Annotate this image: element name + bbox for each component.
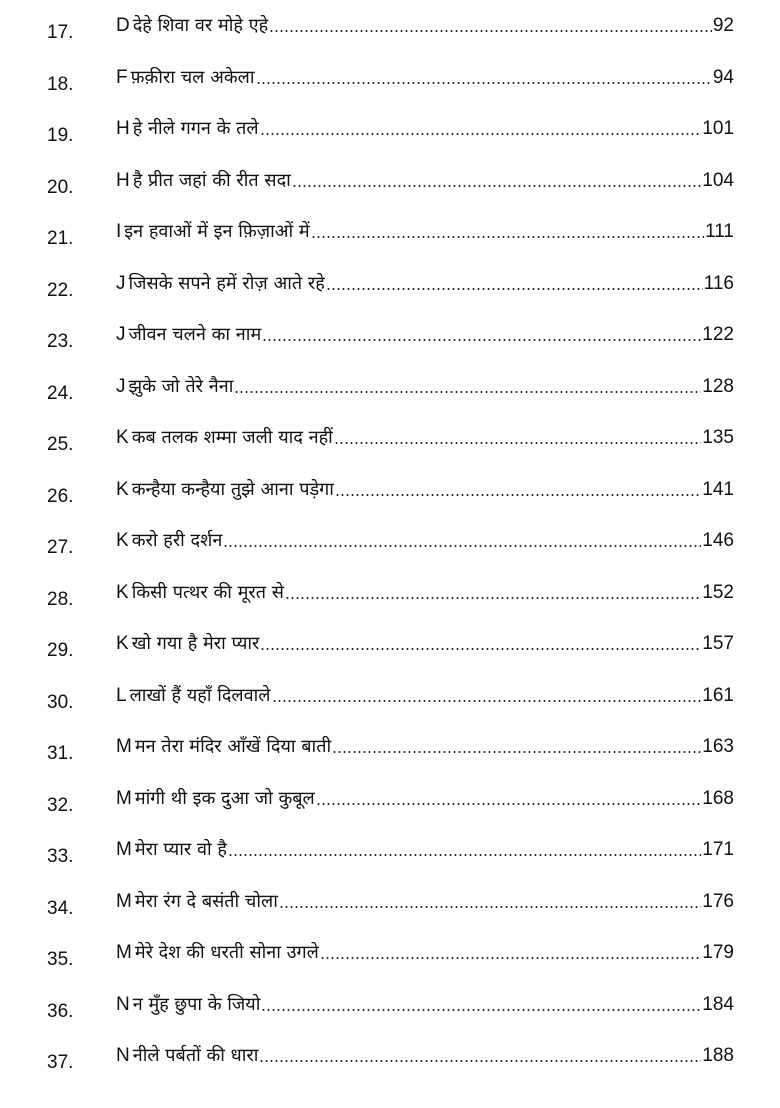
- dot-leader: [285, 597, 701, 599]
- toc-entry: [0, 160, 780, 212]
- entry-letter: N: [116, 993, 130, 1015]
- entry-letter: J: [116, 324, 126, 345]
- entry-page-number: 141: [702, 478, 734, 500]
- entry-page-number: 157: [702, 633, 734, 654]
- dot-leader: [279, 906, 701, 908]
- entry-title: न मुँह छुपा के जियो: [132, 993, 261, 1015]
- entry-line: [116, 65, 734, 89]
- entry-page-number: 92: [712, 15, 734, 36]
- entry-title: देहे शिवा वर मोहे एहे: [132, 15, 269, 36]
- toc-entry: [0, 520, 780, 572]
- entry-page-number: 111: [705, 221, 734, 242]
- entry-line: [116, 425, 734, 449]
- dot-leader: [259, 1060, 701, 1062]
- entry-letter: K: [116, 633, 129, 654]
- entry-number: 26.: [47, 485, 74, 507]
- entry-page-number: 122: [702, 324, 734, 345]
- toc-entry: [0, 469, 780, 521]
- dot-leader: [269, 30, 712, 32]
- dot-leader: [326, 288, 703, 290]
- dot-leader: [260, 648, 701, 650]
- entry-line: [116, 322, 734, 346]
- dot-leader: [256, 82, 712, 84]
- entry-letter: H: [116, 118, 130, 139]
- entry-letter: K: [116, 478, 129, 500]
- entry-page-number: 168: [702, 787, 734, 809]
- entry-letter: K: [116, 530, 129, 551]
- toc-entry: [0, 984, 780, 1036]
- entry-title: इन हवाओं में इन फ़िज़ाओं में: [124, 221, 310, 242]
- entry-line: [116, 116, 734, 140]
- entry-number: 31.: [47, 743, 74, 764]
- table-of-contents: [0, 5, 780, 1087]
- toc-entry: [0, 932, 780, 984]
- entry-title: खो गया है मेरा प्यार: [131, 633, 260, 654]
- entry-page-number: 116: [703, 272, 734, 294]
- entry-line: [116, 992, 734, 1016]
- entry-number: 19.: [47, 125, 74, 146]
- entry-page-number: 146: [702, 530, 734, 551]
- entry-number: 29.: [47, 640, 74, 661]
- entry-title: जीवन चलने का नाम: [128, 324, 262, 345]
- entry-page-number: 163: [702, 736, 734, 757]
- entry-title: कन्हैया कन्हैया तुझे आना पड़ेगा: [131, 478, 334, 500]
- entry-letter: M: [116, 890, 132, 912]
- entry-letter: I: [116, 221, 122, 242]
- entry-title: मन तेरा मंदिर आँखें दिया बाती: [134, 736, 332, 757]
- entry-page-number: 179: [702, 942, 734, 963]
- entry-title: कब तलक शम्मा जली याद नहीं: [131, 427, 333, 448]
- entry-letter: J: [116, 272, 126, 294]
- entry-line: [116, 1043, 734, 1067]
- entry-line: [116, 786, 734, 810]
- entry-page-number: 104: [702, 169, 734, 191]
- toc-entry: [0, 829, 780, 881]
- toc-entry: [0, 726, 780, 778]
- toc-entry: [0, 263, 780, 315]
- entry-number: 36.: [47, 1000, 74, 1022]
- toc-entry: [0, 881, 780, 933]
- entry-number: 37.: [47, 1052, 74, 1073]
- dot-leader: [311, 236, 704, 238]
- entry-number: 33.: [47, 846, 74, 867]
- dot-leader: [261, 1009, 701, 1011]
- entry-number: 21.: [47, 228, 74, 249]
- entry-number: 34.: [47, 897, 74, 919]
- entry-letter: H: [116, 169, 130, 191]
- toc-entry: [0, 778, 780, 830]
- entry-line: [116, 734, 734, 758]
- entry-line: [116, 528, 734, 552]
- toc-entry: [0, 417, 780, 469]
- entry-title: हे नीले गगन के तले: [132, 118, 259, 139]
- entry-line: [116, 683, 734, 707]
- entry-title: है प्रीत जहां की रीत सदा: [132, 169, 291, 191]
- entry-line: [116, 580, 734, 604]
- entry-page-number: 188: [702, 1045, 734, 1066]
- dot-leader: [234, 391, 701, 393]
- entry-number: 24.: [47, 382, 74, 404]
- entry-letter: M: [116, 736, 132, 757]
- entry-page-number: 161: [702, 684, 734, 706]
- entry-letter: D: [116, 15, 130, 36]
- entry-number: 20.: [47, 176, 74, 198]
- dot-leader: [260, 133, 702, 135]
- entry-number: 35.: [47, 949, 74, 970]
- entry-number: 22.: [47, 279, 74, 301]
- dot-leader: [223, 545, 701, 547]
- entry-number: 28.: [47, 588, 74, 610]
- toc-entry: [0, 623, 780, 675]
- toc-entry: [0, 314, 780, 366]
- entry-page-number: 176: [702, 890, 734, 912]
- entry-letter: F: [116, 66, 128, 88]
- dot-leader: [272, 700, 702, 702]
- toc-entry: [0, 108, 780, 160]
- entry-page-number: 152: [702, 581, 734, 603]
- entry-page-number: 184: [702, 993, 734, 1015]
- entry-letter: M: [116, 787, 132, 809]
- entry-line: [116, 631, 734, 655]
- dot-leader: [292, 185, 701, 187]
- entry-line: [116, 477, 734, 501]
- entry-title: करो हरी दर्शन: [131, 530, 223, 551]
- entry-title: मेरा प्यार वो है: [134, 839, 227, 860]
- entry-letter: J: [116, 375, 126, 397]
- entry-number: 32.: [47, 794, 74, 816]
- entry-page-number: 171: [702, 839, 734, 860]
- entry-line: [116, 940, 734, 964]
- entry-line: [116, 889, 734, 913]
- entry-title: जिसके सपने हमें रोज़ आते रहे: [128, 272, 325, 294]
- entry-line: [116, 271, 734, 295]
- entry-title: नीले पर्बतों की धारा: [132, 1045, 259, 1066]
- entry-letter: K: [116, 581, 129, 603]
- entry-title: मेरे देश की धरती सोना उगले: [134, 942, 319, 963]
- entry-page-number: 128: [702, 375, 734, 397]
- toc-entry: [0, 57, 780, 109]
- entry-letter: M: [116, 942, 132, 963]
- dot-leader: [262, 339, 701, 341]
- entry-line: [116, 168, 734, 192]
- entry-title: मेरा रंग दे बसंती चोला: [134, 890, 278, 912]
- toc-entry: [0, 572, 780, 624]
- entry-page-number: 94: [712, 66, 734, 88]
- entry-line: [116, 374, 734, 398]
- entry-letter: N: [116, 1045, 130, 1066]
- dot-leader: [316, 803, 702, 805]
- entry-number: 25.: [47, 434, 74, 455]
- entry-letter: K: [116, 427, 129, 448]
- entry-letter: L: [116, 684, 127, 706]
- dot-leader: [332, 751, 701, 753]
- entry-number: 30.: [47, 691, 74, 713]
- toc-entry: [0, 211, 780, 263]
- entry-page-number: 135: [702, 427, 734, 448]
- entry-page-number: 101: [702, 118, 734, 139]
- entry-title: मांगी थी इक दुआ जो कुबूल: [134, 787, 315, 809]
- dot-leader: [228, 854, 701, 856]
- entry-title: फ़क़ीरा चल अकेला: [130, 66, 255, 88]
- entry-number: 27.: [47, 537, 74, 558]
- dot-leader: [335, 494, 701, 496]
- entry-number: 17.: [47, 22, 74, 43]
- entry-number: 18.: [47, 73, 74, 95]
- toc-entry: [0, 366, 780, 418]
- entry-letter: M: [116, 839, 132, 860]
- entry-title: लाखों हैं यहाँ दिलवाले: [129, 684, 271, 706]
- entry-title: झुके जो तेरे नैना: [128, 375, 234, 397]
- toc-entry: [0, 1035, 780, 1087]
- toc-entry: [0, 5, 780, 57]
- entry-line: [116, 219, 734, 243]
- entry-line: [116, 837, 734, 861]
- dot-leader: [320, 957, 701, 959]
- entry-line: [116, 13, 734, 37]
- toc-entry: [0, 675, 780, 727]
- entry-number: 23.: [47, 331, 74, 352]
- dot-leader: [334, 442, 701, 444]
- entry-title: किसी पत्थर की मूरत से: [131, 581, 284, 603]
